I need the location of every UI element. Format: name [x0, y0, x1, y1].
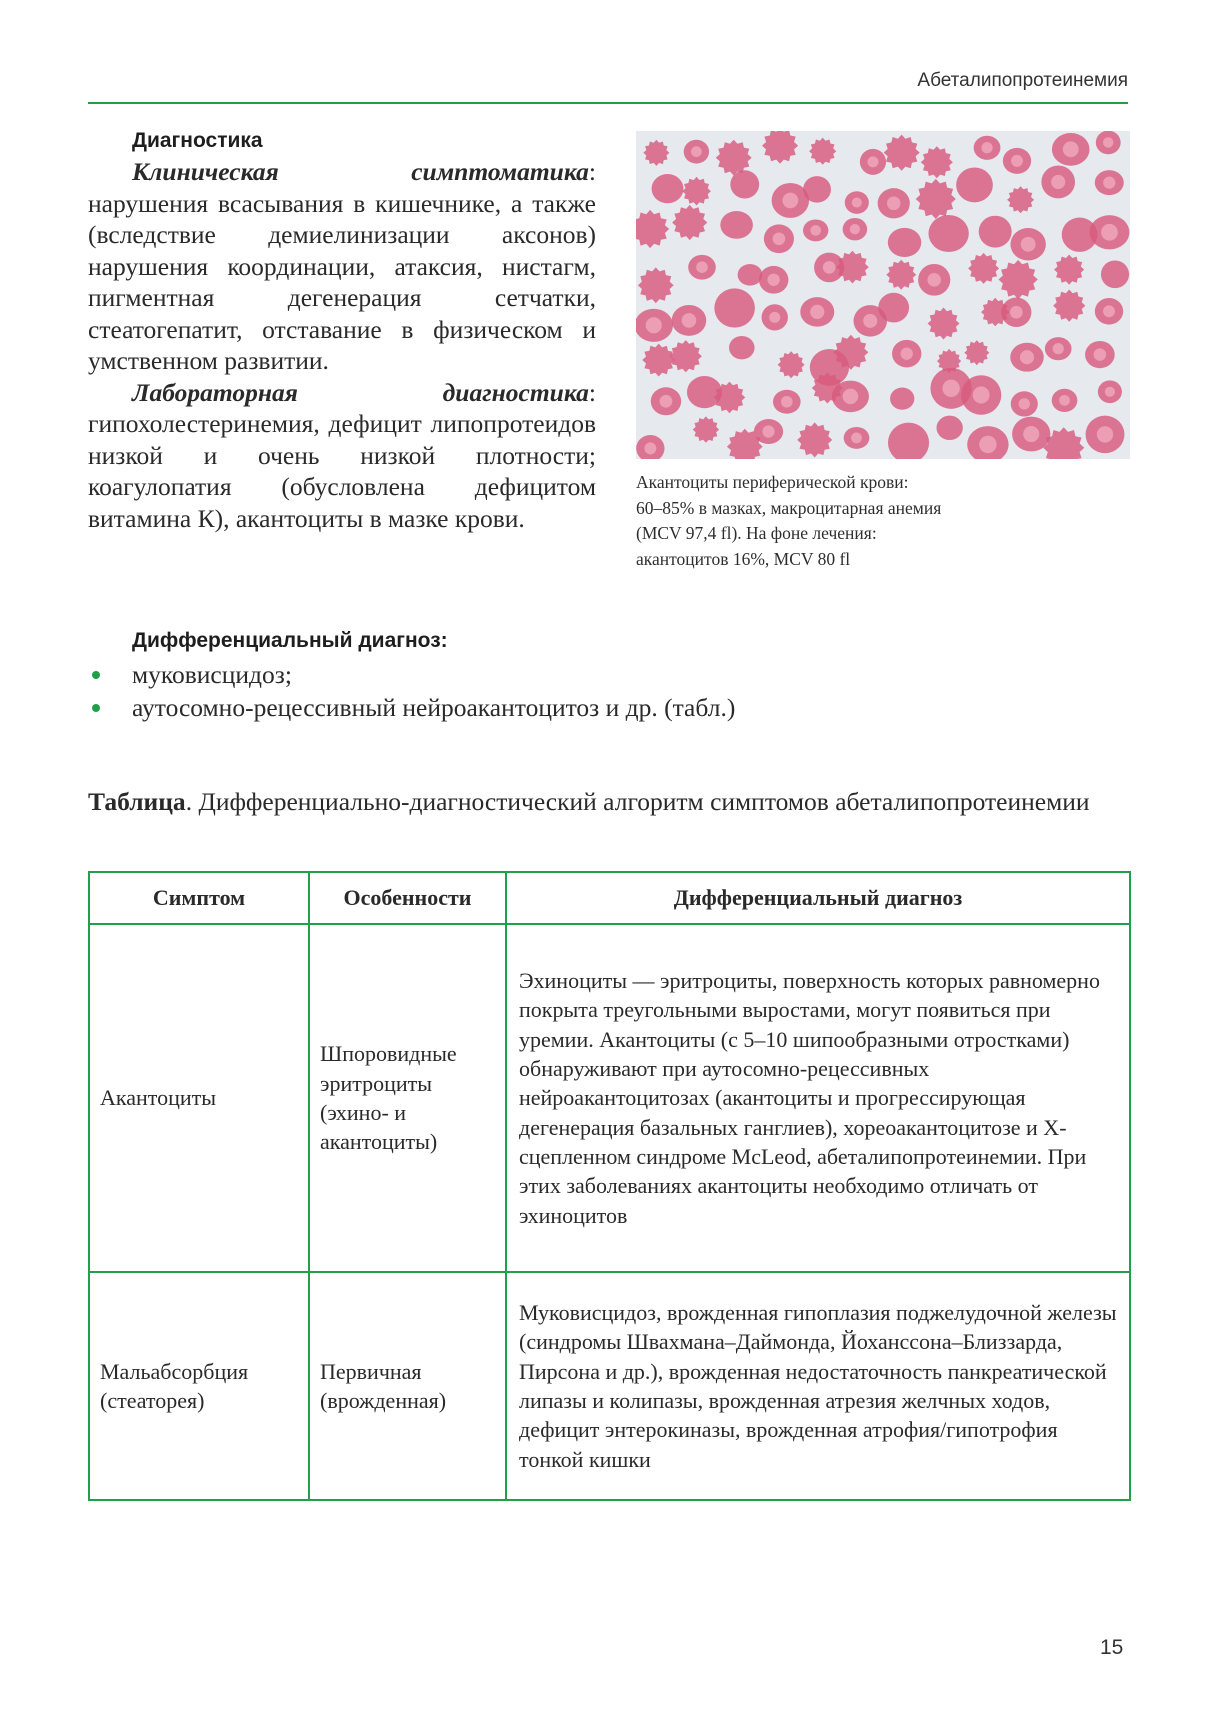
- cell-pallor: [863, 314, 877, 328]
- list-item: [88, 691, 1128, 724]
- red-blood-cell: [720, 211, 753, 239]
- cell-pallor: [851, 433, 862, 444]
- cell-pallor: [781, 396, 793, 408]
- cell-pallor: [852, 197, 862, 207]
- cell-pallor: [850, 224, 860, 234]
- features-cell: Шпоровидные эритроциты (эхино- и акантоциты): [309, 924, 506, 1272]
- cell-pallor: [1103, 137, 1113, 147]
- clinical-lead: Клиническая симптоматика: [132, 157, 589, 186]
- column-header-diagnosis: Дифференциальный диагноз: [506, 872, 1130, 924]
- cell-pallor: [1010, 306, 1023, 319]
- diagnostics-heading: Диагностика: [132, 129, 263, 152]
- cell-pallor: [1097, 426, 1113, 442]
- cell-pallor: [979, 436, 996, 453]
- red-blood-cell: [928, 215, 968, 252]
- cell-pallor: [1094, 348, 1106, 360]
- cell-pallor: [769, 312, 780, 323]
- cell-pallor: [810, 305, 824, 319]
- features-cell: Первичная (врожденная): [309, 1272, 506, 1500]
- table-caption: [88, 786, 1128, 817]
- cell-pallor: [973, 387, 990, 404]
- red-blood-cell: [1101, 260, 1129, 288]
- diagnostics-section: [88, 128, 596, 534]
- cell-pallor: [1011, 155, 1023, 167]
- laboratory-lead: Лабораторная диагностика: [132, 377, 589, 407]
- column-header-symptom: Симптом: [89, 872, 309, 924]
- table-row: [89, 924, 1130, 1272]
- red-blood-cell: [730, 170, 759, 198]
- laboratory-text: : гипохолестеринемия, дефицит липопротеидов низкой и очень низкой плотности; коагулопатия (обусловлена дефицитом витамина К), акантоциты в мазке крови.: [88, 377, 596, 533]
- red-blood-cell: [936, 416, 962, 440]
- table-header-row: [89, 872, 1130, 924]
- caption-line: (MCV 97,4 fl). На фоне лечения:: [636, 523, 877, 543]
- cell-pallor: [1023, 426, 1039, 442]
- table-caption-text: . Дифференциально-диагностический алгоритм симптомов абеталипопротеинемии: [185, 787, 1090, 816]
- cell-pallor: [1101, 224, 1118, 241]
- running-title: Абеталипопротеинемия: [917, 70, 1128, 91]
- cell-pallor: [691, 146, 702, 157]
- list-item: [88, 658, 1128, 691]
- caption-line: Акантоциты периферической крови:: [636, 472, 909, 492]
- differential-table: [88, 871, 1131, 1501]
- clinical-paragraph: [88, 156, 596, 377]
- cell-pallor: [1053, 343, 1064, 354]
- cell-pallor: [767, 274, 779, 286]
- cell-pallor: [887, 197, 901, 211]
- list-item-text: муковисцидоз;: [132, 660, 292, 689]
- table-caption-label: Таблица: [88, 787, 186, 816]
- red-blood-cell: [652, 174, 684, 203]
- cell-pallor: [660, 395, 673, 408]
- cell-pallor: [1021, 237, 1036, 252]
- clinical-text: : нарушения всасывания в кишечнике, а также (вследствие демиелинизации аксонов) нарушения координации, атаксия, нистагм, пигментная дегенерация сетчатки, стеатогепатит, отставание в физическом и умственном развитии.: [88, 157, 596, 375]
- cell-pallor: [843, 389, 859, 405]
- cell-pallor: [1019, 398, 1030, 409]
- differential-heading: Дифференциальный диагноз:: [132, 629, 448, 652]
- cell-pallor: [762, 425, 774, 437]
- blood-smear-micrograph: [636, 131, 1130, 459]
- cell-pallor: [823, 261, 836, 274]
- cell-pallor: [696, 261, 708, 273]
- cell-pallor: [867, 156, 878, 167]
- cell-pallor: [782, 193, 798, 209]
- red-blood-cell: [803, 176, 831, 203]
- differential-list: [88, 658, 1128, 724]
- cell-pallor: [1103, 305, 1115, 317]
- figure-caption: [636, 470, 1130, 572]
- bullet-icon: [92, 704, 100, 712]
- laboratory-paragraph: [88, 377, 596, 535]
- running-header: [88, 68, 1128, 104]
- red-blood-cell: [878, 293, 909, 323]
- cell-pallor: [682, 313, 697, 328]
- page-number: 15: [1100, 1636, 1124, 1659]
- bullet-icon: [92, 671, 100, 679]
- cell-pallor: [1020, 350, 1034, 364]
- blood-smear-figure: [636, 131, 1130, 572]
- red-blood-cell: [738, 264, 763, 286]
- diagnosis-cell: Эхиноциты — эритроциты, поверхность которых равномерно покрыта треугольными выростами, могут появиться при уремии. Акантоциты (с 5–10 шипообразными отростками) обнаруживают при аутосомно-рецессивных нейроакантоцитозах (акантоциты и прогрессирующая дегенерация базальных ганглиев), хореоакантоцитозе и Х-сцепленном синдроме McLeod, абеталипопротеинемии. При этих заболеваниях акантоциты необходимо отличать от эхиноцитов: [506, 924, 1130, 1272]
- cell-pallor: [644, 442, 656, 454]
- red-blood-cell: [714, 288, 755, 327]
- red-blood-cell: [890, 387, 914, 409]
- cell-pallor: [646, 317, 662, 333]
- cell-pallor: [1103, 177, 1115, 189]
- red-blood-cell: [979, 216, 1012, 248]
- diagnosis-cell: Муковисцидоз, врожденная гипоплазия поджелудочной железы (синдромы Швахмана–Даймонда, Йохансcона–Близзарда, Пирсона и др.), врожденная недостаточность панкреатической липазы и колипазы, врожденная атрезия желчных ходов, дефицит энтерокиназы, врожденная атрофия/гипотрофия тонкой кишки: [506, 1272, 1130, 1500]
- list-item-text: аутосомно-рецессивный нейроакантоцитоз и др. (табл.): [132, 693, 736, 722]
- cell-pallor: [810, 225, 821, 236]
- column-header-features: Особенности: [309, 872, 506, 924]
- cell-pallor: [1105, 387, 1115, 397]
- red-blood-cell: [729, 336, 755, 359]
- cell-pallor: [901, 347, 913, 359]
- symptom-cell: Мальабсорбция (стеаторея): [89, 1272, 309, 1500]
- caption-line: акантоцитов 16%, MCV 80 fl: [636, 548, 851, 569]
- cell-pallor: [1059, 395, 1070, 406]
- differential-section: [88, 628, 1128, 724]
- cell-pallor: [1051, 175, 1065, 189]
- red-blood-cell: [888, 228, 922, 257]
- cell-pallor: [1063, 141, 1079, 157]
- red-blood-cell: [956, 167, 993, 202]
- cell-pallor: [927, 273, 941, 287]
- table-row: [89, 1272, 1130, 1500]
- cell-pallor: [942, 380, 959, 397]
- caption-line: 60–85% в мазках, макроцитарная анемия: [636, 497, 942, 518]
- cell-pallor: [981, 142, 992, 153]
- cell-pallor: [773, 232, 786, 245]
- symptom-cell: Акантоциты: [89, 924, 309, 1272]
